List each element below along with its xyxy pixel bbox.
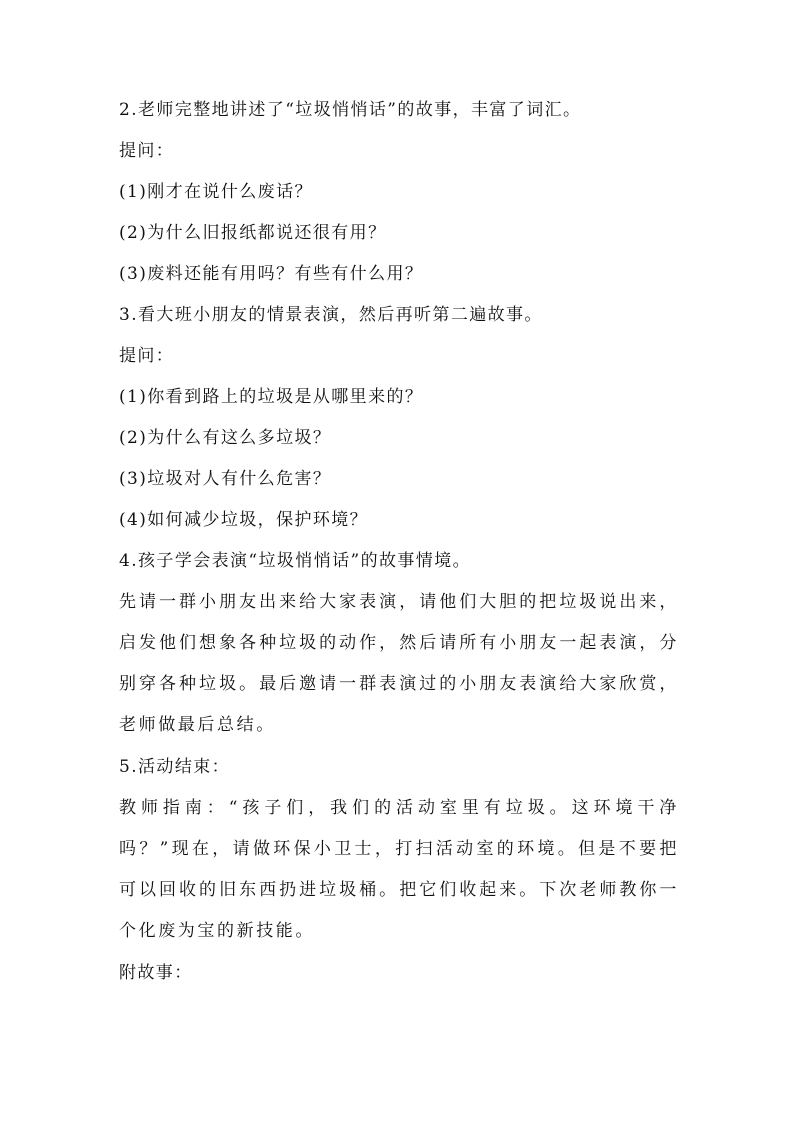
step-4-paragraph: 先请一群小朋友出来给大家表演，请他们大胆的把垃圾说出来，启发他们想象各种垃圾的动作，然后请所有小朋友一起表演，分别穿各种垃圾。最后邀请一群表演过的小朋友表演给大家欣赏，老师做最后总结。: [119, 592, 679, 735]
question-item: (2)为什么旧报纸都说还很有用？: [119, 223, 387, 243]
question-label: 提问：: [119, 141, 175, 161]
appendix-heading: 附故事：: [119, 963, 193, 983]
teacher-guide-paragraph: 教师指南：“孩子们，我们的活动室里有垃圾。这环境干净吗？”现在，请做环保小卫士，打扫活动室的环境。但是不要把可以回收的旧东西扔进垃圾桶。把它们收起来。下次老师教你一个化废为宝的新技能。: [119, 798, 679, 941]
step-5-heading: 5.活动结束：: [119, 757, 231, 777]
question-item: (1)你看到路上的垃圾是从哪里来的？: [119, 387, 424, 407]
question-item: (3)垃圾对人有什么危害？: [119, 469, 332, 489]
step-2-heading: 2.老师完整地讲述了“垃圾悄悄话”的故事，丰富了词汇。: [119, 100, 582, 120]
question-item: (3)废料还能有用吗？有些有什么用？: [119, 264, 424, 284]
step-3-heading: 3.看大班小朋友的情景表演，然后再听第二遍故事。: [119, 305, 543, 325]
question-label: 提问：: [119, 346, 175, 366]
document-body: [119, 100, 679, 1004]
step-4-heading: 4.孩子学会表演“垃圾悄悄话”的故事情境。: [119, 551, 472, 571]
question-item: (2)为什么有这么多垃圾？: [119, 428, 332, 448]
question-item: (1)刚才在说什么废话？: [119, 182, 313, 202]
question-item: (4)如何减少垃圾，保护环境？: [119, 510, 369, 530]
